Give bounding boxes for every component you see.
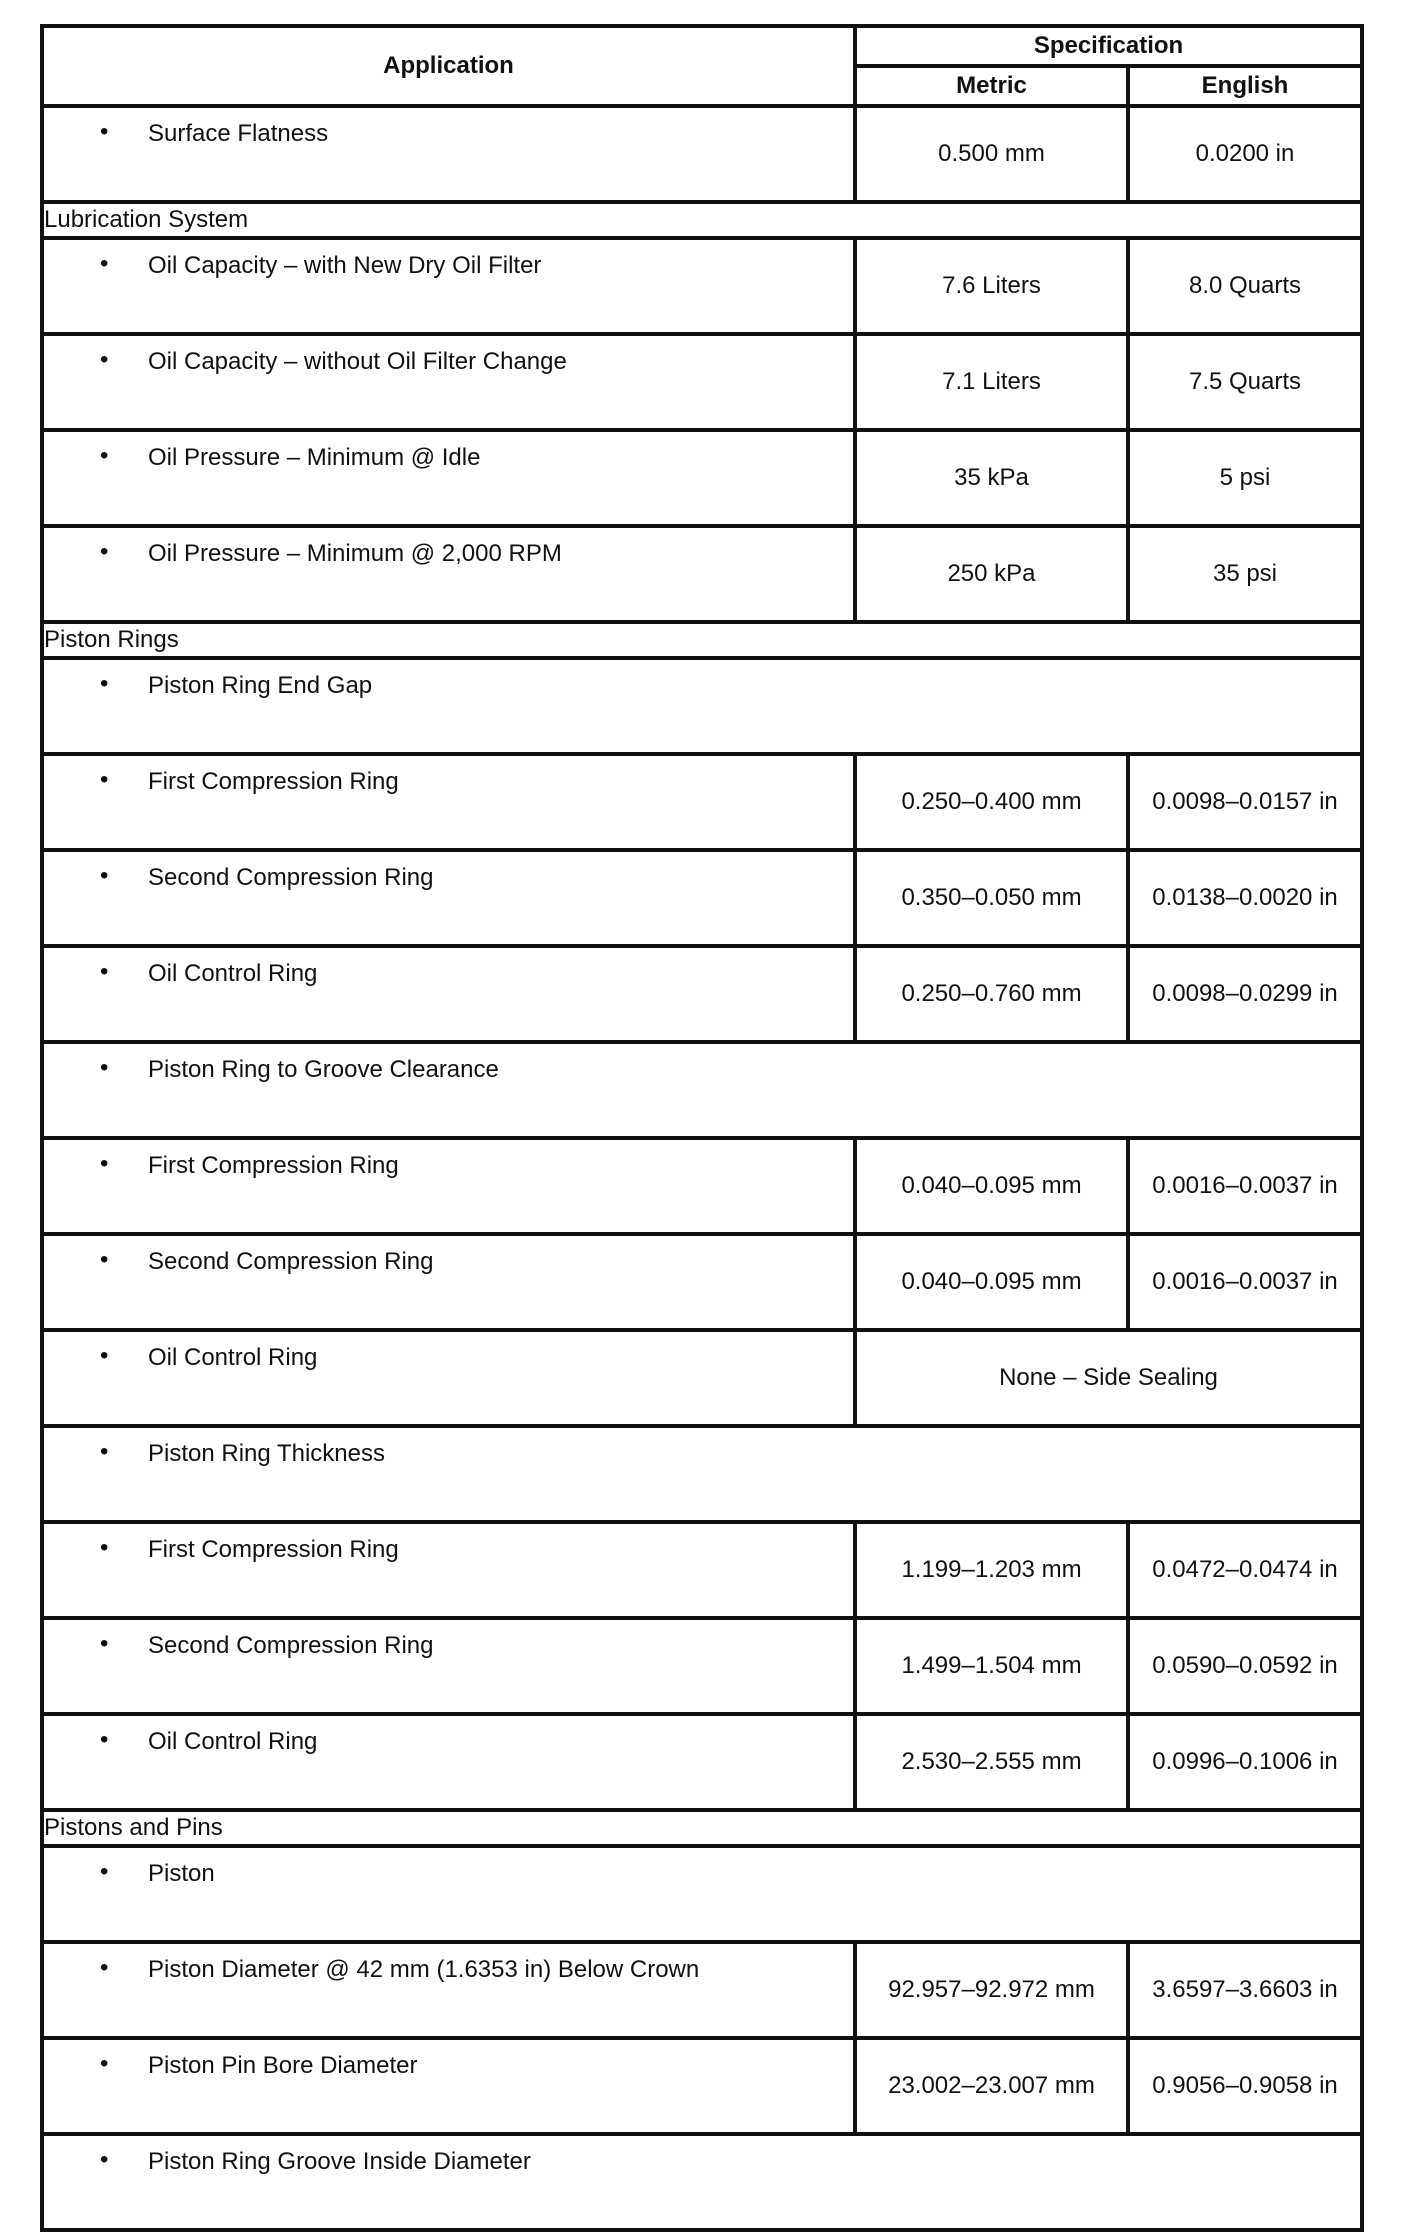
metric-value: 0.350–0.050 mm: [855, 850, 1128, 946]
metric-value: 250 kPa: [855, 526, 1128, 622]
application-label: Piston Ring Thickness: [148, 1440, 385, 1467]
metric-value: 0.250–0.400 mm: [855, 754, 1128, 850]
bullet-icon: •: [100, 346, 109, 373]
english-value: 8.0 Quarts: [1128, 238, 1362, 334]
group-row: [42, 1042, 1362, 1138]
table-row: [42, 1522, 1362, 1618]
english-value: 0.0138–0.0020 in: [1128, 850, 1362, 946]
application-label: Piston Pin Bore Diameter: [148, 2052, 418, 2079]
english-value: 0.0016–0.0037 in: [1128, 1234, 1362, 1330]
table-row: [42, 2038, 1362, 2134]
bullet-icon: •: [100, 1534, 109, 1561]
application-cell: [42, 946, 855, 1042]
table-row: [42, 238, 1362, 334]
table-row: [42, 1234, 1362, 1330]
bullet-icon: •: [100, 442, 109, 469]
english-value: 0.0590–0.0592 in: [1128, 1618, 1362, 1714]
english-value: 0.0098–0.0157 in: [1128, 754, 1362, 850]
application-label: Oil Control Ring: [148, 1344, 318, 1371]
application-cell: [42, 430, 855, 526]
application-label: Oil Control Ring: [148, 960, 318, 987]
application-label: Piston Ring Groove Inside Diameter: [148, 2148, 531, 2175]
section-heading: Piston Rings: [42, 622, 1362, 658]
application-cell: [42, 658, 1362, 754]
application-cell: [42, 334, 855, 430]
application-cell: [42, 1942, 855, 2038]
bullet-icon: •: [100, 958, 109, 985]
application-label: Piston Diameter @ 42 mm (1.6353 in) Below Crown: [148, 1956, 700, 1983]
bullet-icon: •: [100, 2146, 109, 2173]
application-cell: [42, 238, 855, 334]
application-cell: [42, 1714, 855, 1810]
table-row: [42, 1330, 1362, 1426]
table-row: [42, 946, 1362, 1042]
section-row: [42, 202, 1362, 238]
application-cell: [42, 1846, 1362, 1942]
application-cell: [42, 850, 855, 946]
english-value: 0.9056–0.9058 in: [1128, 2038, 1362, 2134]
metric-value: 2.530–2.555 mm: [855, 1714, 1128, 1810]
application-label: Piston: [148, 1860, 215, 1887]
bullet-icon: •: [100, 1630, 109, 1657]
metric-header: Metric: [855, 66, 1128, 106]
application-label: Piston Ring to Groove Clearance: [148, 1056, 499, 1083]
english-value: 3.6597–3.6603 in: [1128, 1942, 1362, 2038]
application-cell: [42, 1618, 855, 1714]
group-row: [42, 1846, 1362, 1942]
application-label: Surface Flatness: [148, 120, 329, 147]
group-row: [42, 658, 1362, 754]
application-label: Piston Ring End Gap: [148, 672, 373, 699]
application-cell: [42, 1330, 855, 1426]
application-cell: [42, 754, 855, 850]
metric-value: 1.499–1.504 mm: [855, 1618, 1128, 1714]
table-row: [42, 334, 1362, 430]
english-value: 0.0200 in: [1128, 106, 1362, 202]
english-value: 0.0098–0.0299 in: [1128, 946, 1362, 1042]
section-heading: Pistons and Pins: [42, 1810, 1362, 1846]
table-row: [42, 850, 1362, 946]
group-row: [42, 2134, 1362, 2230]
application-cell: [42, 1522, 855, 1618]
specification-header: Specification: [855, 26, 1362, 66]
table-row: [42, 106, 1362, 202]
application-label: Oil Pressure – Minimum @ 2,000 RPM: [148, 540, 562, 567]
bullet-icon: •: [100, 2050, 109, 2077]
english-value: 0.0996–0.1006 in: [1128, 1714, 1362, 1810]
application-label: First Compression Ring: [148, 1536, 399, 1563]
metric-value: 35 kPa: [855, 430, 1128, 526]
application-label: Second Compression Ring: [148, 1632, 434, 1659]
application-cell: [42, 1234, 855, 1330]
application-cell: [42, 2038, 855, 2134]
application-label: First Compression Ring: [148, 1152, 399, 1179]
metric-value: 1.199–1.203 mm: [855, 1522, 1128, 1618]
bullet-icon: •: [100, 538, 109, 565]
merged-spec-value: None – Side Sealing: [855, 1330, 1362, 1426]
bullet-icon: •: [100, 862, 109, 889]
metric-value: 0.040–0.095 mm: [855, 1138, 1128, 1234]
application-cell: [42, 2134, 1362, 2230]
bullet-icon: •: [100, 1438, 109, 1465]
bullet-icon: •: [100, 1150, 109, 1177]
bullet-icon: •: [100, 1342, 109, 1369]
application-header: Application: [42, 26, 855, 106]
english-value: 7.5 Quarts: [1128, 334, 1362, 430]
metric-value: 92.957–92.972 mm: [855, 1942, 1128, 2038]
application-label: Oil Control Ring: [148, 1728, 318, 1755]
application-cell: [42, 526, 855, 622]
english-header: English: [1128, 66, 1362, 106]
table-row: [42, 430, 1362, 526]
table-row: [42, 754, 1362, 850]
table-row: [42, 1618, 1362, 1714]
bullet-icon: •: [100, 250, 109, 277]
section-row: [42, 622, 1362, 658]
table-row: [42, 526, 1362, 622]
table-row: [42, 1714, 1362, 1810]
spec-table: [40, 24, 1364, 2232]
metric-value: 7.1 Liters: [855, 334, 1128, 430]
group-row: [42, 1426, 1362, 1522]
application-cell: [42, 1138, 855, 1234]
table-row: [42, 1138, 1362, 1234]
spec-body: [42, 106, 1362, 2230]
bullet-icon: •: [100, 766, 109, 793]
bullet-icon: •: [100, 1726, 109, 1753]
section-row: [42, 1810, 1362, 1846]
table-row: [42, 1942, 1362, 2038]
application-label: Oil Pressure – Minimum @ Idle: [148, 444, 481, 471]
english-value: 0.0016–0.0037 in: [1128, 1138, 1362, 1234]
application-label: Oil Capacity – with New Dry Oil Filter: [148, 252, 542, 279]
application-label: Second Compression Ring: [148, 864, 434, 891]
english-value: 5 psi: [1128, 430, 1362, 526]
application-label: Second Compression Ring: [148, 1248, 434, 1275]
bullet-icon: •: [100, 670, 109, 697]
metric-value: 0.040–0.095 mm: [855, 1234, 1128, 1330]
bullet-icon: •: [100, 1054, 109, 1081]
application-label: Oil Capacity – without Oil Filter Change: [148, 348, 567, 375]
application-cell: [42, 1042, 1362, 1138]
english-value: 35 psi: [1128, 526, 1362, 622]
application-cell: [42, 106, 855, 202]
metric-value: 7.6 Liters: [855, 238, 1128, 334]
metric-value: 0.250–0.760 mm: [855, 946, 1128, 1042]
bullet-icon: •: [100, 1858, 109, 1885]
application-cell: [42, 1426, 1362, 1522]
bullet-icon: •: [100, 1246, 109, 1273]
section-heading: Lubrication System: [42, 202, 1362, 238]
bullet-icon: •: [100, 118, 109, 145]
bullet-icon: •: [100, 1954, 109, 1981]
english-value: 0.0472–0.0474 in: [1128, 1522, 1362, 1618]
metric-value: 0.500 mm: [855, 106, 1128, 202]
metric-value: 23.002–23.007 mm: [855, 2038, 1128, 2134]
application-label: First Compression Ring: [148, 768, 399, 795]
